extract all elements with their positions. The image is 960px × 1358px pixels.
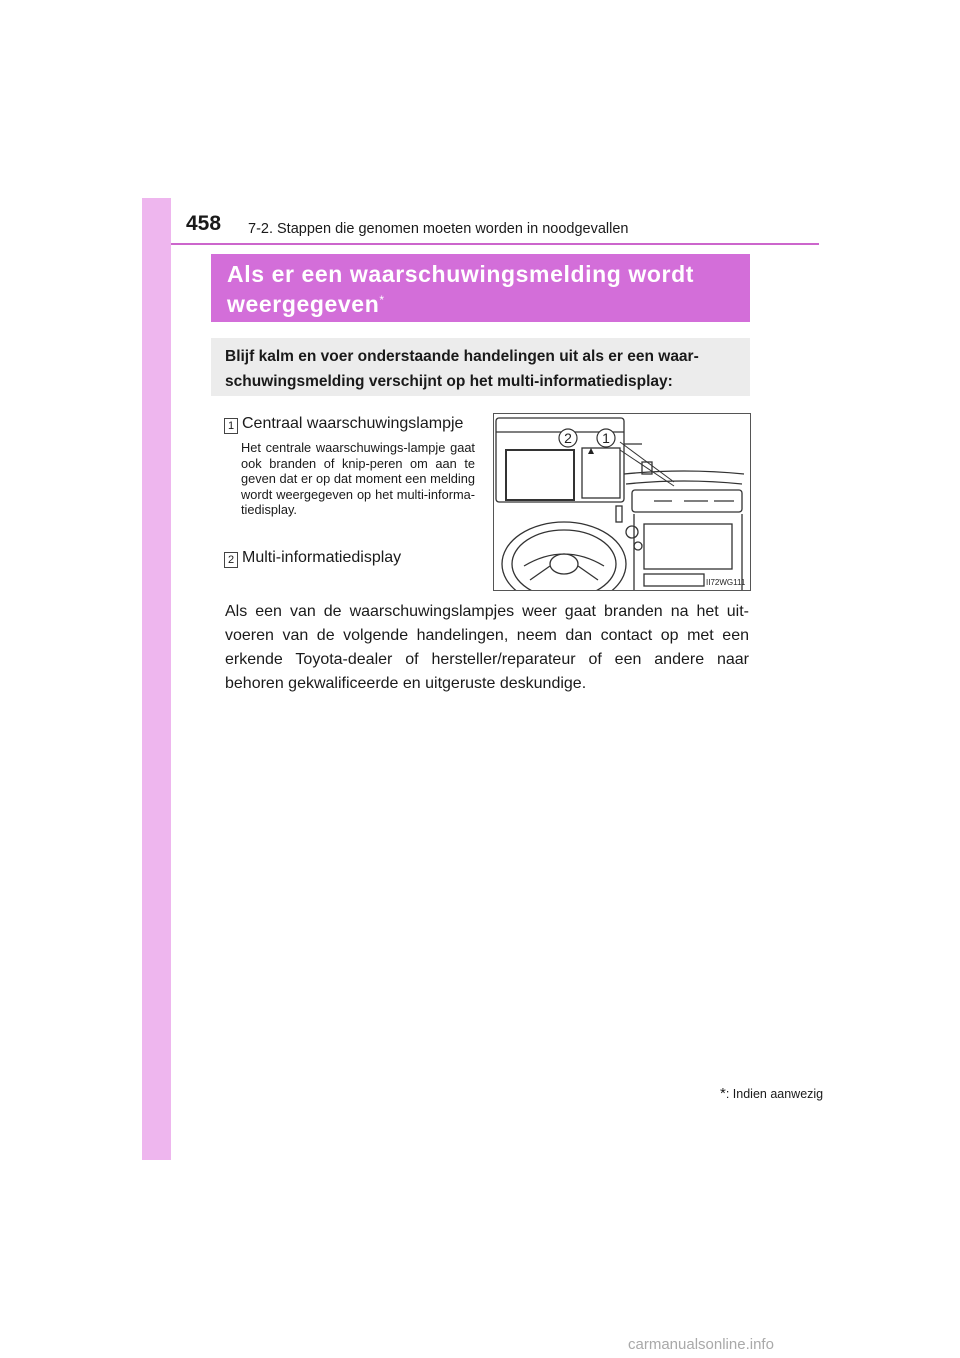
footnote-mark: * xyxy=(720,1085,726,1102)
item-title-2: Multi-informatiedisplay xyxy=(242,549,402,566)
body-paragraph: Als een van de waarschuwingslampjes weer gaat branden na het uit-voeren van de volgende handelingen, neem dan contact op met een erkende Toyota-dealer of hersteller/reparateur of een andere naar behoren gekwalificeerde en uitgeruste deskundige. xyxy=(225,603,749,692)
section-title xyxy=(227,259,742,319)
footnote xyxy=(720,1085,823,1102)
intro-box xyxy=(211,338,750,396)
page-number: 458 xyxy=(186,212,222,235)
item-description-1: Het centrale waarschuwings-lampje gaat ook branden of knip-peren om aan te geven dat er op dat moment een melding wordt weergegeven op het multi-informa-tiedisplay. xyxy=(241,440,475,517)
item-title-1: Centraal waarschuwingslampje xyxy=(242,415,464,432)
side-tab xyxy=(142,198,171,1160)
callout-1: 1 xyxy=(602,430,610,446)
availability-mark: * xyxy=(379,293,385,307)
item-number-2: 2 xyxy=(224,552,238,568)
watermark: carmanualsonline.info xyxy=(628,1336,774,1353)
chapter-heading: 7-2. Stappen die genomen moeten worden in noodgevallen xyxy=(248,221,629,237)
footnote-text: : Indien aanwezig xyxy=(725,1087,824,1101)
dashboard-illustration xyxy=(493,413,751,591)
intro-text: Blijf kalm en voer onderstaande handelingen uit als er een waar-schuwingsmelding verschijnt op het multi-informatiedisplay: xyxy=(225,348,699,390)
figure-code: II72WG111 xyxy=(706,578,746,587)
header-divider xyxy=(171,243,819,245)
section-title-box xyxy=(211,254,750,322)
item-number-1: 1 xyxy=(224,418,238,434)
callout-2: 2 xyxy=(564,430,572,446)
dashboard-drawing xyxy=(494,414,750,590)
section-title-text: Als er een waarschuwingsmelding wordt weergegeven xyxy=(227,261,694,317)
